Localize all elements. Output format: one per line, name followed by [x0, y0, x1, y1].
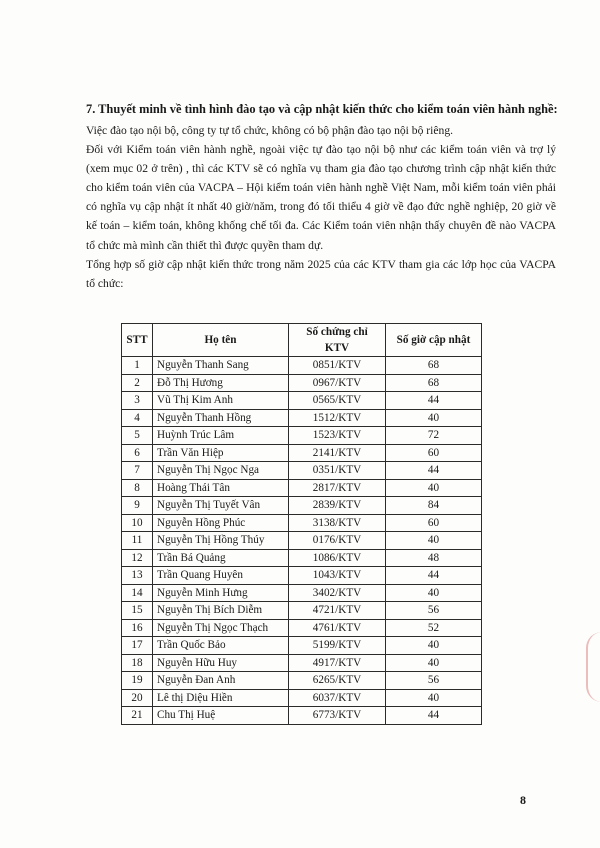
- row-full-name: Vũ Thị Kim Anh: [153, 392, 289, 410]
- table-row: [122, 514, 482, 532]
- row-stt: 13: [122, 567, 153, 585]
- row-certificate-number: 2141/KTV: [289, 444, 386, 462]
- paragraph-internal-training: Việc đào tạo nội bộ, công ty tự tổ chức, không có bộ phận đào tạo nội bộ riêng.: [86, 124, 454, 137]
- row-certificate-number: 6265/KTV: [289, 672, 386, 690]
- row-stt: 18: [122, 654, 153, 672]
- row-stt: 4: [122, 409, 153, 427]
- row-update-hours: 60: [386, 514, 482, 532]
- table-row: [122, 479, 482, 497]
- row-update-hours: 68: [386, 374, 482, 392]
- row-update-hours: 40: [386, 479, 482, 497]
- row-stt: 8: [122, 479, 153, 497]
- row-update-hours: 60: [386, 444, 482, 462]
- row-stt: 14: [122, 584, 153, 602]
- table-row: [122, 654, 482, 672]
- row-full-name: Nguyễn Thị Ngọc Thạch: [153, 619, 289, 637]
- row-certificate-number: 6773/KTV: [289, 707, 386, 725]
- table-row: [122, 549, 482, 567]
- row-stt: 9: [122, 497, 153, 515]
- row-certificate-number: 0565/KTV: [289, 392, 386, 410]
- row-certificate-number: 0967/KTV: [289, 374, 386, 392]
- column-header-certificate: Số chứng chỉ KTV: [289, 324, 386, 357]
- column-header-stt: STT: [122, 324, 153, 357]
- row-update-hours: 44: [386, 392, 482, 410]
- table-row: [122, 532, 482, 550]
- row-update-hours: 44: [386, 707, 482, 725]
- row-certificate-number: 1043/KTV: [289, 567, 386, 585]
- row-update-hours: 44: [386, 567, 482, 585]
- row-certificate-number: 1512/KTV: [289, 409, 386, 427]
- row-certificate-number: 5199/KTV: [289, 637, 386, 655]
- row-full-name: Trần Quang Huyên: [153, 567, 289, 585]
- row-stt: 3: [122, 392, 153, 410]
- row-stt: 10: [122, 514, 153, 532]
- paragraph-summary-intro: Tổng hợp số giờ cập nhật kiến thức trong năm 2025 của các KTV tham gia các lớp học của VACPA tổ chức:: [86, 257, 556, 290]
- row-full-name: Nguyễn Thị Bích Diễm: [153, 602, 289, 620]
- row-certificate-number: 6037/KTV: [289, 689, 386, 707]
- row-certificate-number: 2839/KTV: [289, 497, 386, 515]
- table-body: [122, 357, 482, 725]
- row-full-name: Trần Quốc Bảo: [153, 637, 289, 655]
- row-full-name: Đỗ Thị Hương: [153, 374, 289, 392]
- row-update-hours: 44: [386, 462, 482, 480]
- section-body: [86, 121, 556, 293]
- row-stt: 16: [122, 619, 153, 637]
- table-row: [122, 689, 482, 707]
- row-stt: 7: [122, 462, 153, 480]
- row-certificate-number: 4761/KTV: [289, 619, 386, 637]
- row-certificate-number: 1086/KTV: [289, 549, 386, 567]
- row-full-name: Trần Bá Quảng: [153, 549, 289, 567]
- table-row: [122, 497, 482, 515]
- row-full-name: Nguyễn Thị Hồng Thúy: [153, 532, 289, 550]
- row-stt: 6: [122, 444, 153, 462]
- column-header-name: Họ tên: [153, 324, 289, 357]
- row-update-hours: 48: [386, 549, 482, 567]
- row-certificate-number: 2817/KTV: [289, 479, 386, 497]
- table-row: [122, 584, 482, 602]
- row-stt: 19: [122, 672, 153, 690]
- row-full-name: Trần Văn Hiệp: [153, 444, 289, 462]
- section-heading: 7. Thuyết minh về tình hình đào tạo và cập nhật kiến thức cho kiểm toán viên hành nghề:: [86, 102, 558, 116]
- row-full-name: Nguyễn Thanh Sang: [153, 357, 289, 375]
- row-stt: 11: [122, 532, 153, 550]
- seal-edge: [586, 632, 600, 702]
- table-header-row: [122, 324, 482, 357]
- row-certificate-number: 3402/KTV: [289, 584, 386, 602]
- row-update-hours: 72: [386, 427, 482, 445]
- row-update-hours: 56: [386, 672, 482, 690]
- table-row: [122, 409, 482, 427]
- row-full-name: Chu Thị Huệ: [153, 707, 289, 725]
- row-update-hours: 40: [386, 637, 482, 655]
- table-row: [122, 462, 482, 480]
- row-certificate-number: 1523/KTV: [289, 427, 386, 445]
- training-hours-table: [121, 323, 482, 725]
- row-full-name: Nguyễn Thị Tuyết Vân: [153, 497, 289, 515]
- row-certificate-number: 4721/KTV: [289, 602, 386, 620]
- row-update-hours: 56: [386, 602, 482, 620]
- row-full-name: Huỳnh Trúc Lâm: [153, 427, 289, 445]
- row-full-name: Hoàng Thái Tân: [153, 479, 289, 497]
- table-row: [122, 672, 482, 690]
- row-update-hours: 68: [386, 357, 482, 375]
- row-certificate-number: 0176/KTV: [289, 532, 386, 550]
- row-full-name: Lê thị Diệu Hiền: [153, 689, 289, 707]
- table-row: [122, 567, 482, 585]
- row-full-name: Nguyễn Thị Ngọc Nga: [153, 462, 289, 480]
- column-header-hours: Số giờ cập nhật: [386, 324, 482, 357]
- row-update-hours: 40: [386, 584, 482, 602]
- row-full-name: Nguyễn Minh Hưng: [153, 584, 289, 602]
- row-full-name: Nguyễn Thanh Hồng: [153, 409, 289, 427]
- page-number: 8: [520, 793, 526, 807]
- table-row: [122, 707, 482, 725]
- row-stt: 12: [122, 549, 153, 567]
- row-certificate-number: 4917/KTV: [289, 654, 386, 672]
- table-row: [122, 602, 482, 620]
- row-update-hours: 52: [386, 619, 482, 637]
- table-row: [122, 427, 482, 445]
- row-full-name: Nguyễn Hữu Huy: [153, 654, 289, 672]
- table-row: [122, 619, 482, 637]
- row-full-name: Nguyễn Hồng Phúc: [153, 514, 289, 532]
- row-certificate-number: 3138/KTV: [289, 514, 386, 532]
- row-stt: 1: [122, 357, 153, 375]
- row-certificate-number: 0351/KTV: [289, 462, 386, 480]
- paragraph-practicing-auditors: Đối với Kiểm toán viên hành nghề, ngoài việc tự đào tạo nội bộ như các kiểm toán viên và trợ lý (xem mục 02 ở trên) , thì các KTV sẽ có nghĩa vụ tham gia đào tạo chương trình cập nhật kiến thức cho kiểm toán viên của VACPA – Hội kiểm toán viên hành nghề Việt Nam, mỗi kiểm toán viên phải có nghĩa vụ cập nhật ít nhất 40 giờ/năm, trong đó tối thiểu 4 giờ về đạo đức nghề nghiệp, 20 giờ về kế toán – kiểm toán, không khống chế tối đa. Các Kiểm toán viên nhận thấy chuyên đề nào VACPA tổ chức mà mình cần thiết thì được quyền tham dự.: [86, 143, 556, 252]
- table-row: [122, 637, 482, 655]
- table-row: [122, 392, 482, 410]
- row-update-hours: 84: [386, 497, 482, 515]
- row-update-hours: 40: [386, 689, 482, 707]
- row-stt: 21: [122, 707, 153, 725]
- row-update-hours: 40: [386, 409, 482, 427]
- table-row: [122, 374, 482, 392]
- row-update-hours: 40: [386, 654, 482, 672]
- table-row: [122, 357, 482, 375]
- row-certificate-number: 0851/KTV: [289, 357, 386, 375]
- row-stt: 5: [122, 427, 153, 445]
- table-row: [122, 444, 482, 462]
- row-stt: 20: [122, 689, 153, 707]
- row-full-name: Nguyễn Đan Anh: [153, 672, 289, 690]
- row-stt: 15: [122, 602, 153, 620]
- row-update-hours: 40: [386, 532, 482, 550]
- row-stt: 2: [122, 374, 153, 392]
- row-stt: 17: [122, 637, 153, 655]
